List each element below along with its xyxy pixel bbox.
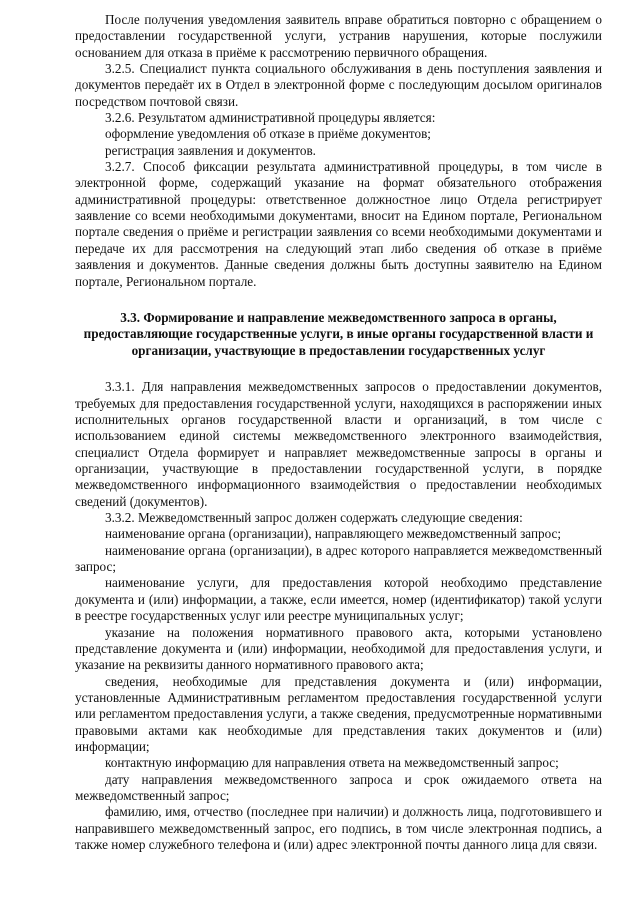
- list-item: фамилию, имя, отчество (последнее при наличии) и должность лица, подготовившего и направившего межведомственный запрос, его подпись, в том числе электронная подпись, а также номер служебного телефона и (или) адрес электронной почты данного лица для связи.: [75, 804, 602, 852]
- list-item: наименование органа (организации), в адрес которого направляется межведомственный запрос;: [75, 542, 602, 575]
- list-item: указание на положения нормативного правового акта, которыми установлено представление документа и (или) информации, необходимой для предоставления услуги, и указание на реквизиты данного нормативного правового акта;: [75, 624, 602, 673]
- list-item: наименование органа (организации), направляющего межведомственный запрос;: [105, 526, 562, 542]
- paragraph-3-3-1: 3.3.1. Для направления межведомственных запросов о предоставлении документов, требуемых для предоставления государственной услуги, находящихся в распоряжении иных исполнительных органов государственной власти и организаций, в том числе с использованием единой системы межведомственного электронного взаимодействия, специалист Отдела формирует и направляет межведомственные запросы в органы и организации, участвующие в предоставлении государственной услуги, в порядке межведомственного информационного взаимодействия о предоставлении необходимых сведений (документов).: [75, 379, 602, 509]
- paragraph: После получения уведомления заявитель вправе обратиться повторно с обращением о предоставлении государственной услуги, устранив нарушения, которые послужили основанием для отказа в приёме к рассмотрению первичного обращения.: [75, 12, 602, 60]
- document-page: [75, 12, 602, 853]
- list-item: оформление уведомления об отказе в приёме документов;: [105, 126, 431, 142]
- paragraph-3-3-2: 3.3.2. Межведомственный запрос должен содержать следующие сведения:: [105, 510, 523, 526]
- section-heading-3-3: 3.3. Формирование и направление межведомственного запроса в органы, предоставляющие государственные услуги, в иные органы государственной власти и организации, участвующие в предоставлении государственных услуг: [83, 309, 594, 358]
- list-item: дату направления межведомственного запроса и срок ожидаемого ответа на межведомственный запрос;: [75, 771, 602, 803]
- paragraph-3-2-6: 3.2.6. Результатом административной процедуры является:: [105, 110, 436, 126]
- list-item: контактную информацию для направления ответа на межведомственный запрос;: [105, 755, 559, 771]
- paragraph-3-2-7: 3.2.7. Способ фиксации результата административной процедуры, в том числе в электронной форме, содержащий указание на формат обязательного отображения административной процедуры: ответственное должностное лицо Отдела регистрирует заявление со всеми необходимыми документами, вносит на Едином портале, Региональном портале сведения о приёме и регистрации заявления со всеми необходимыми документами и передаче их для рассмотрения на следующий этап либо сведения об отказе в приёме заявления и документов. Данные сведения должны быть доступны заявителю на Едином портале, Региональном портале.: [75, 159, 602, 289]
- list-item: регистрация заявления и документов.: [105, 142, 316, 158]
- list-item: сведения, необходимые для представления документа и (или) информации, установленные Административным регламентом предоставления государственной услуги или регламентом предоставления услуги, а также сведения, предусмотренные нормативными правовыми актами как необходимые для представления таких документов и (или) информации;: [75, 673, 602, 754]
- list-item: наименование услуги, для предоставления которой необходимо представление документа и (или) информации, а также, если имеется, номер (идентификатор) такой услуги в реестре государственных услуг или реестре муниципальных услуг;: [75, 575, 602, 624]
- paragraph-3-2-5: 3.2.5. Специалист пункта социального обслуживания в день поступления заявления и документов передаёт их в Отдел в электронной форме с последующим досылом оригиналов посредством почтовой связи.: [75, 61, 602, 109]
